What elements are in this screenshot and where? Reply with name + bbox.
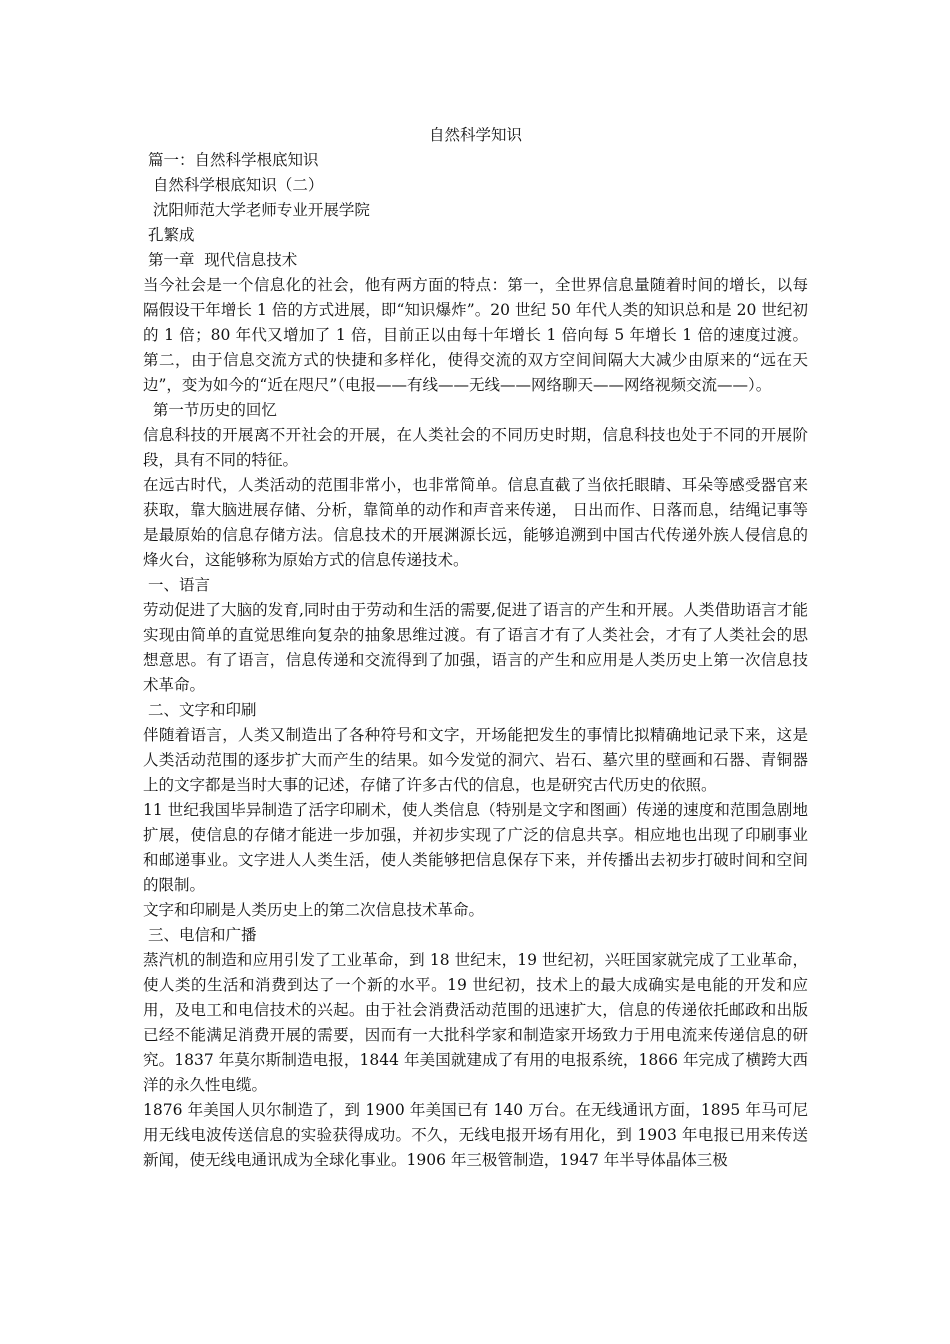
paragraph-telephone: 1876 年美国人贝尔制造了，到 1900 年美国已有 140 万台。在无线通讯方面，1895 年马可尼用无线电波传送信息的实验获得成功。不久，无线电报开场有用化，到 1903 年电报已用来传送新闻，使无线电通讯成为全球化事业。1906 年三极管制造，1947 年半导体晶体三极: [143, 1101, 808, 1169]
subtitle-line-1: 篇一：自然科学根底知识: [143, 151, 319, 169]
paragraph-telecom: 蒸汽机的制造和应用引发了工业革命，到 18 世纪末，19 世纪初，兴旺国家就完成了工业革命，使人类的生活和消费到达了一个新的水平。19 世纪初，技术上的最大成确实是电能的开发和应用，及电工和电信技术的兴起。由于社会消费活动范围的迅速扩大，信息的传递依托邮政和出版已经不能满足消费开展的需要，因而有一大批科学家和制造家开场致力于用电流来传递信息的研究。1837 年莫尔斯制造电报，1844 年美国就建成了有用的电报系统，1866 年完成了横跨大西洋的永久性电缆。: [143, 951, 808, 1094]
section-heading-language: 一、语言: [143, 576, 210, 594]
paragraph-second-revolution: 文字和印刷是人类历史上的第二次信息技术革命。: [143, 901, 485, 919]
paragraph-printing: 11 世纪我国毕异制造了活字印刷术，使人类信息（特别是文字和图画）传递的速度和范围急剧地扩展，使信息的存储才能进一步加强，并初步实现了广泛的信息共享。相应地也出现了印刷事业和邮递事业。文字进人人类生活，使人类能够把信息保存下来，并传播出去初步打破时间和空间的限制。: [143, 801, 808, 894]
section-heading-writing: 二、文字和印刷: [143, 701, 257, 719]
document-body: [143, 122, 808, 1173]
paragraph-history: 信息科技的开展离不开社会的开展，在人类社会的不同历史时期，信息科技也处于不同的开展阶段，具有不同的特征。: [143, 426, 808, 469]
author-name: 孔繁成: [143, 226, 195, 244]
paragraph-language: 劳动促进了大脑的发育,同时由于劳动和生活的需要,促进了语言的产生和开展。人类借助语言才能实现由简单的直觉思维向复杂的抽象思维过渡。有了语言才有了人类社会，才有了人类社会的思想意思。有了语言，信息传递和交流得到了加强，语言的产生和应用是人类历史上第一次信息技术革命。: [143, 601, 808, 694]
section-heading-telecom: 三、电信和广播: [143, 926, 257, 944]
paragraph-intro: 当今社会是一个信息化的社会，他有两方面的特点：第一，全世界信息量随着时间的增长，以每隔假设干年增长 1 倍的方式进展，即“知识爆炸”。20 世纪 50 年代人类的知识总和是 20 世纪初的 1 倍；80 年代又增加了 1 倍，目前正以由每十年增长 1 倍向每 5 年增长 1 倍的速度过渡。第二，由于信息交流方式的快捷和多样化，使得交流的双方空间间隔大大减少由原来的“远在天边”，变为如今的“近在咫尺”（电报——有线——无线——网络聊天——网络视频交流——）。: [143, 276, 808, 394]
section-heading-history: 第一节历史的回忆: [143, 401, 277, 419]
author-affiliation: 沈阳师范大学老师专业开展学院: [143, 201, 370, 219]
paragraph-writing: 伴随着语言，人类又制造出了各种符号和文字，开场能把发生的事情比拟精确地记录下来，这是人类活动范围的逐步扩大而产生的结果。如今发觉的洞穴、岩石、墓穴里的壁画和石器、青铜器上的文字都是当时大事的记述，存储了许多古代的信息，也是研究古代历史的依照。: [143, 726, 808, 794]
paragraph-ancient: 在远古时代，人类活动的范围非常小，也非常简单。信息直截了当依托眼睛、耳朵等感受器官来获取，靠大脑进展存储、分析，靠简单的动作和声音来传递， 日出而作、日落而息，结绳记事等是最原始的信息存储方法。信息技术的开展渊源长远，能够追溯到中国古代传递外族人侵信息的烽火台，这能够称为原始方式的信息传递技术。: [143, 476, 808, 569]
chapter-heading: 第一章 现代信息技术: [143, 251, 298, 269]
document-title: 自然科学知识: [428, 126, 522, 144]
subtitle-line-2: 自然科学根底知识（二）: [143, 176, 324, 194]
